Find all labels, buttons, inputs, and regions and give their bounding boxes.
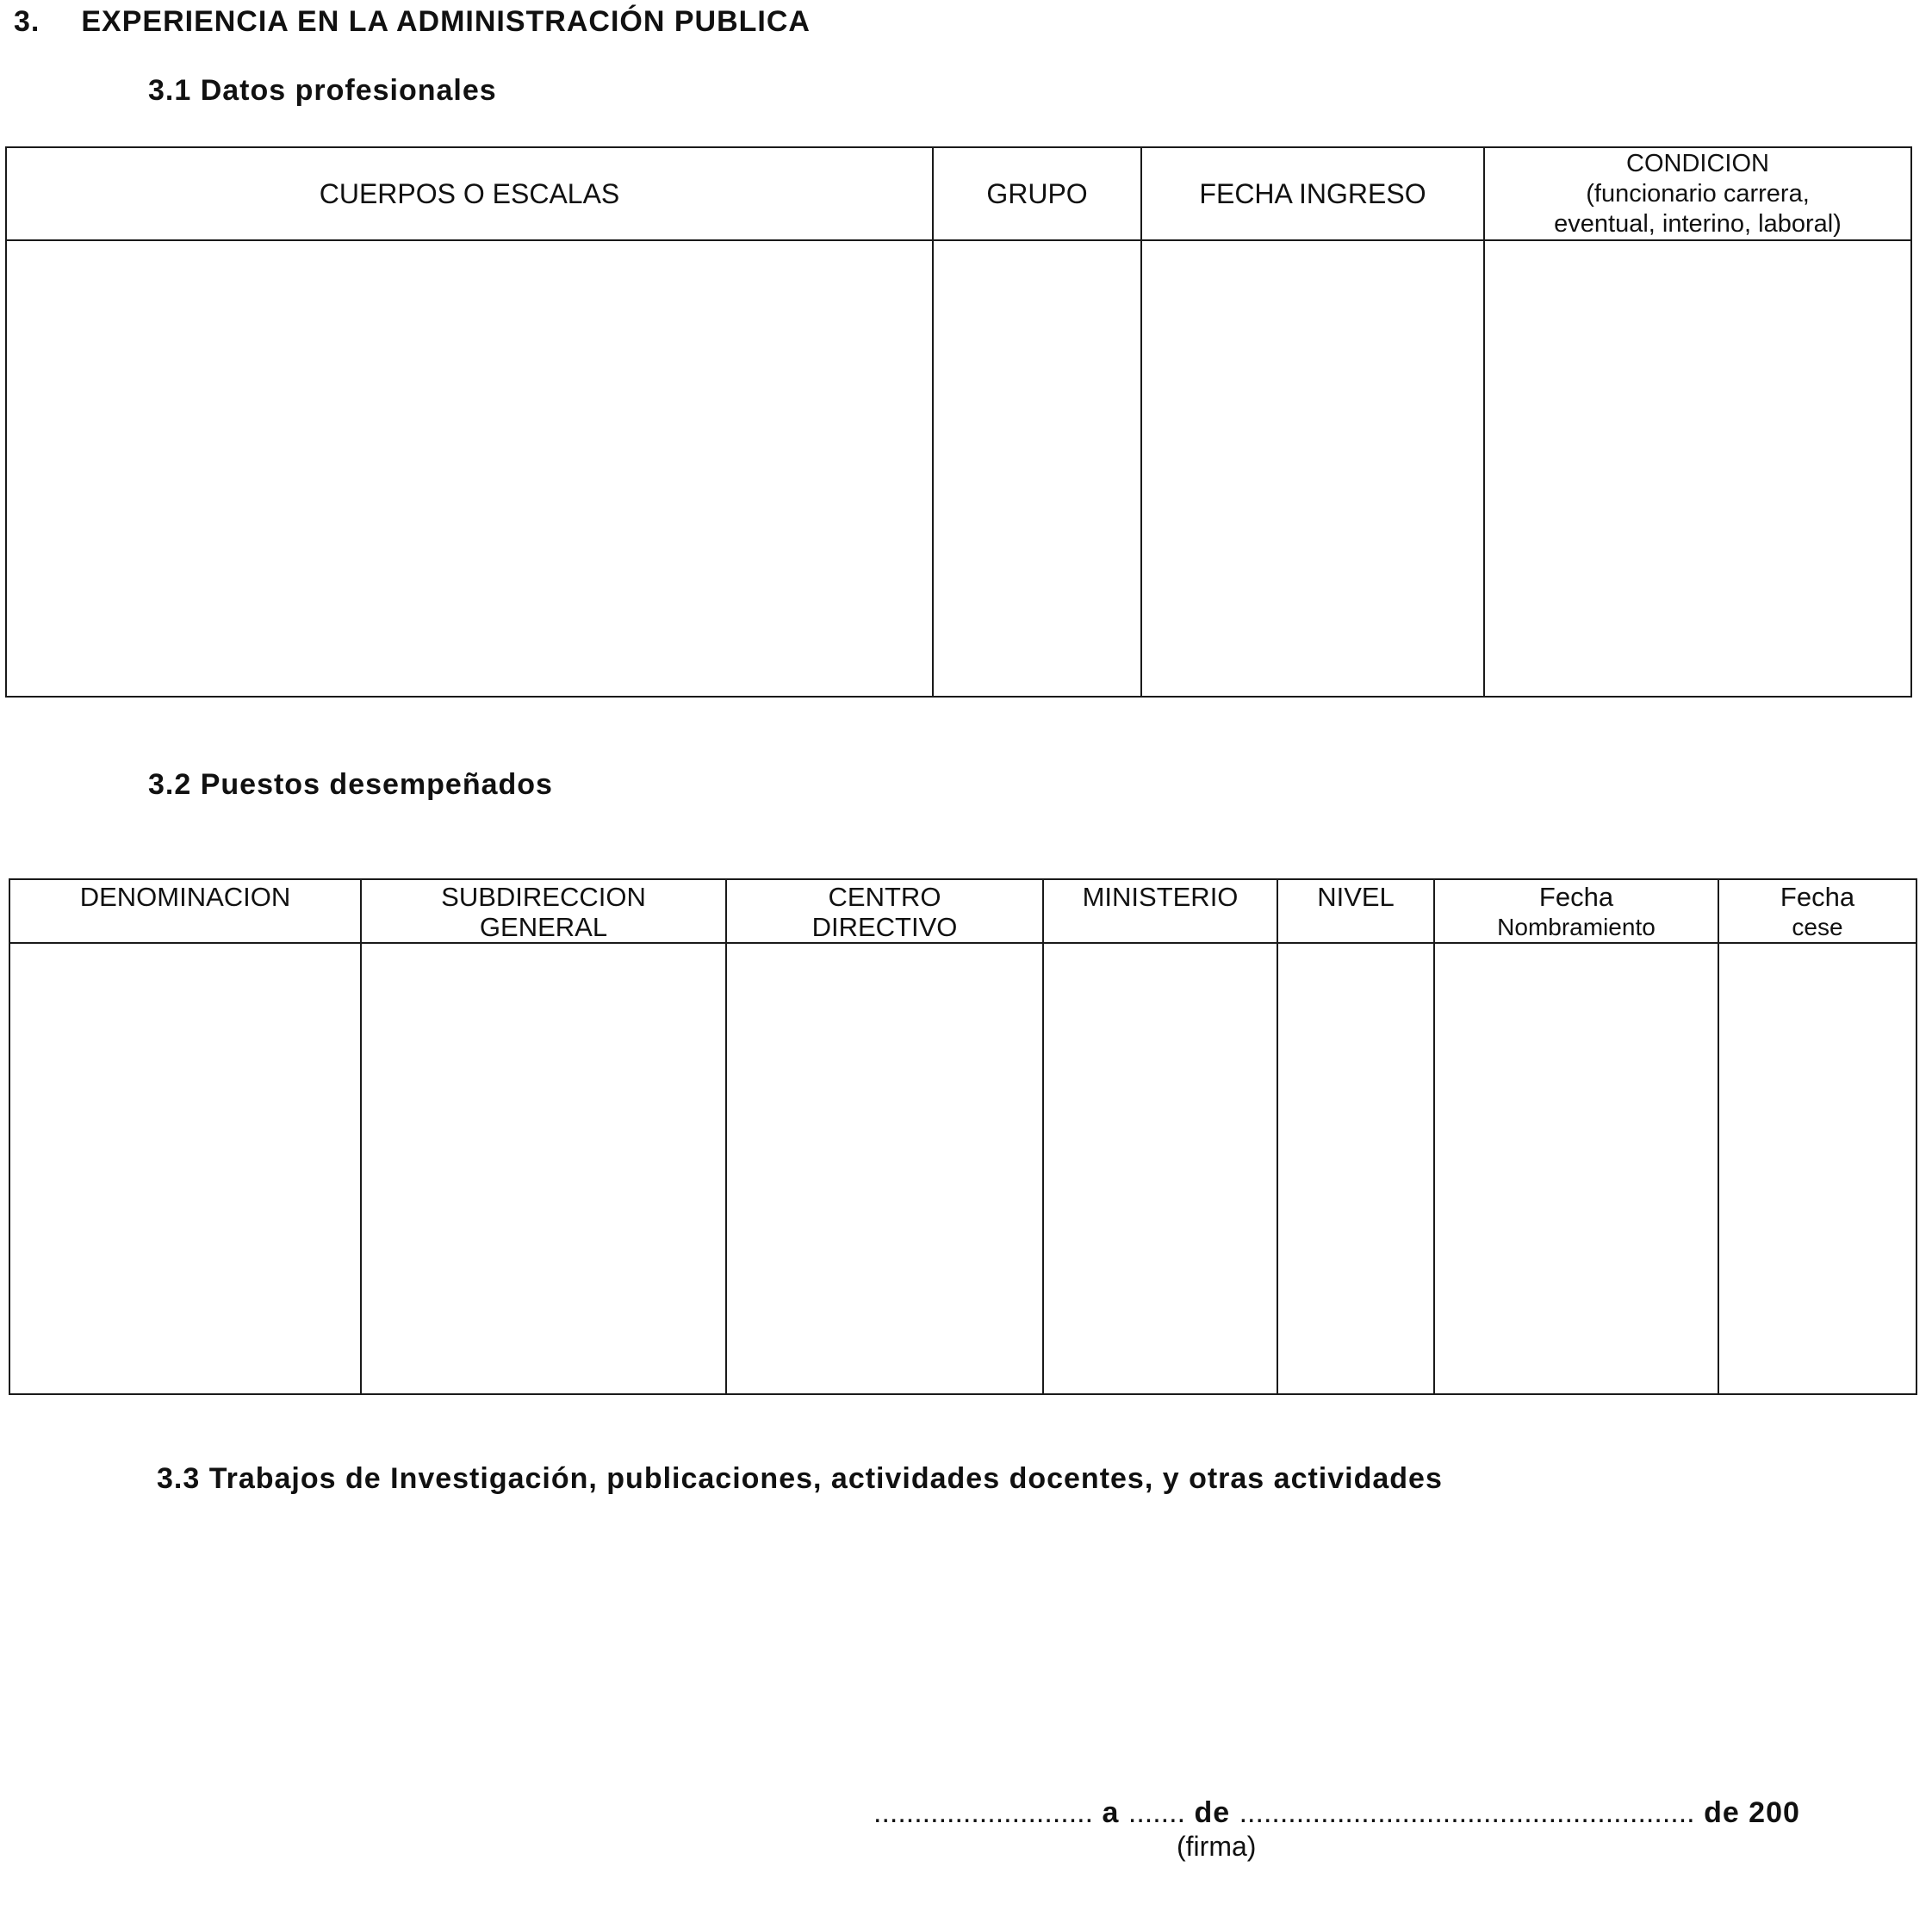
header-subdireccion-general <box>361 879 726 943</box>
header-fecha-nombramiento <box>1434 879 1718 943</box>
cell-fecha-cese[interactable] <box>1718 943 1916 1394</box>
cell-ministerio[interactable] <box>1043 943 1277 1394</box>
table-header-row <box>9 879 1916 943</box>
cell-condicion[interactable] <box>1484 240 1911 697</box>
header-fecha-cese-line-1: Fecha <box>1780 882 1855 912</box>
subsection-title-datos-profesionales: 3.1 Datos profesionales <box>148 74 497 107</box>
header-ministerio: MINISTERIO <box>1043 879 1277 943</box>
section-number: 3. <box>14 5 40 38</box>
section-title: EXPERIENCIA EN LA ADMINISTRACIÓN PUBLICA <box>81 5 811 38</box>
header-fecha-cese-line-2: cese <box>1792 914 1843 940</box>
header-fecha-nombramiento-line-2: Nombramiento <box>1497 914 1656 940</box>
header-condicion-detail-2: eventual, interino, laboral) <box>1554 209 1842 238</box>
header-centro-directivo <box>726 879 1043 943</box>
day-blank[interactable]: ....... <box>1128 1796 1186 1829</box>
header-grupo: GRUPO <box>933 147 1141 240</box>
header-centro-line-1: CENTRO <box>828 882 941 912</box>
datos-profesionales-table <box>5 146 1912 698</box>
header-subdireccion-line-2: GENERAL <box>479 912 608 942</box>
year-label: de 200 <box>1704 1796 1800 1829</box>
firma-label: (firma) <box>1177 1831 1257 1862</box>
header-centro-line-2: DIRECTIVO <box>811 912 958 942</box>
place-blank[interactable]: ........................... <box>873 1796 1094 1829</box>
subsection-title-puestos: 3.2 Puestos desempeñados <box>148 768 553 801</box>
puestos-desempenados-table <box>9 878 1917 1395</box>
header-fecha-ingreso: FECHA INGRESO <box>1141 147 1484 240</box>
header-condicion-label: CONDICION <box>1626 149 1769 177</box>
cell-denominacion[interactable] <box>9 943 361 1394</box>
header-nivel: NIVEL <box>1277 879 1434 943</box>
subsection-title-trabajos: 3.3 Trabajos de Investigación, publicaciones, actividades docentes, y otras actividades <box>157 1462 1443 1495</box>
cell-subdireccion-general[interactable] <box>361 943 726 1394</box>
header-subdireccion-line-1: SUBDIRECCION <box>441 882 646 912</box>
header-cuerpos-escalas: CUERPOS O ESCALAS <box>6 147 933 240</box>
signature-date-line <box>873 1796 1800 1830</box>
header-fecha-cese <box>1718 879 1916 943</box>
date-a-label: a <box>1102 1796 1120 1829</box>
section-heading <box>14 5 811 39</box>
header-condicion-detail-1: (funcionario carrera, <box>1586 179 1810 208</box>
cell-nivel[interactable] <box>1277 943 1434 1394</box>
cell-centro-directivo[interactable] <box>726 943 1043 1394</box>
cell-cuerpos-escalas[interactable] <box>6 240 933 697</box>
header-condicion <box>1484 147 1911 240</box>
cell-grupo[interactable] <box>933 240 1141 697</box>
header-fecha-nombramiento-line-1: Fecha <box>1538 882 1614 912</box>
table-row <box>9 943 1916 1394</box>
month-blank[interactable]: ........................................................ <box>1239 1796 1695 1829</box>
cell-fecha-nombramiento[interactable] <box>1434 943 1718 1394</box>
header-denominacion: DENOMINACION <box>9 879 361 943</box>
cell-fecha-ingreso[interactable] <box>1141 240 1484 697</box>
table-header-row <box>6 147 1911 240</box>
date-de-label: de <box>1194 1796 1231 1829</box>
table-row <box>6 240 1911 697</box>
